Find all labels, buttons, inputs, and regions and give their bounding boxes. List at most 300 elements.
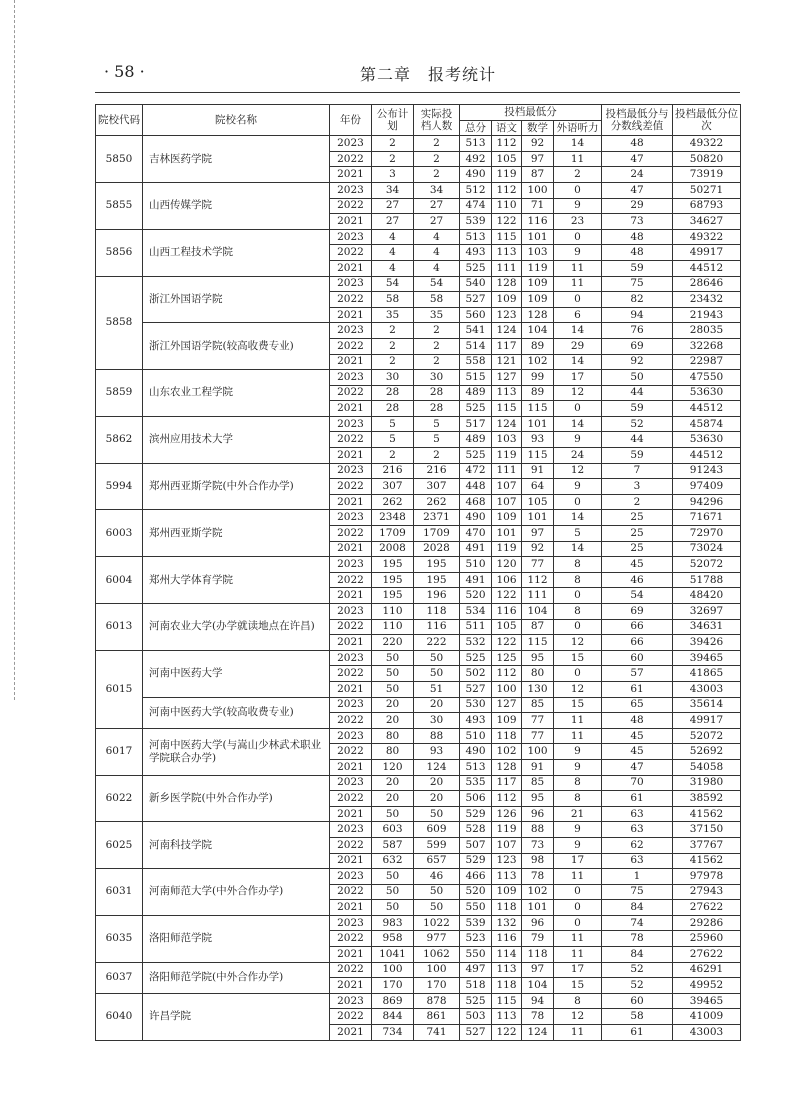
cell-enrolled: 977 xyxy=(414,931,460,947)
cell-chinese: 112 xyxy=(492,182,522,198)
cell-year: 2022 xyxy=(330,713,372,729)
cell-math: 64 xyxy=(522,479,554,495)
cell-rank: 73024 xyxy=(673,541,741,557)
cell-rank: 50271 xyxy=(673,182,741,198)
cell-year: 2022 xyxy=(330,479,372,495)
school-name: 河南师范大学(中外合作办学) xyxy=(143,869,330,916)
cell-diff: 48 xyxy=(602,229,673,245)
table-row xyxy=(96,229,741,245)
cell-year: 2021 xyxy=(330,588,372,604)
cell-math: 80 xyxy=(522,666,554,682)
cell-math: 73 xyxy=(522,837,554,853)
cell-math: 92 xyxy=(522,541,554,557)
cell-total: 525 xyxy=(460,260,492,276)
cell-total: 489 xyxy=(460,432,492,448)
cell-rank: 47550 xyxy=(673,370,741,386)
cell-enrolled: 35 xyxy=(414,307,460,323)
cell-year: 2022 xyxy=(330,292,372,308)
school-name: 许昌学院 xyxy=(143,993,330,1040)
col-chinese-header: 语文 xyxy=(492,120,522,136)
cell-plan: 4 xyxy=(372,229,414,245)
cell-year: 2021 xyxy=(330,635,372,651)
cell-math: 102 xyxy=(522,884,554,900)
cell-enrolled: 2 xyxy=(414,167,460,183)
cell-english: 21 xyxy=(554,806,602,822)
cell-chinese: 117 xyxy=(492,775,522,791)
cell-rank: 34631 xyxy=(673,619,741,635)
cell-chinese: 112 xyxy=(492,136,522,152)
cell-english: 8 xyxy=(554,557,602,573)
table-row xyxy=(96,728,741,744)
cell-total: 466 xyxy=(460,869,492,885)
cell-enrolled: 88 xyxy=(414,728,460,744)
cell-total: 525 xyxy=(460,993,492,1009)
school-code: 6015 xyxy=(96,650,143,728)
cell-chinese: 123 xyxy=(492,307,522,323)
cell-year: 2023 xyxy=(330,822,372,838)
cell-plan: 50 xyxy=(372,650,414,666)
cell-english: 0 xyxy=(554,401,602,417)
cell-enrolled: 2 xyxy=(414,448,460,464)
cell-year: 2022 xyxy=(330,338,372,354)
school-name: 河南农业大学(办学就读地点在许昌) xyxy=(143,604,330,651)
cell-plan: 50 xyxy=(372,884,414,900)
cell-enrolled: 50 xyxy=(414,884,460,900)
cell-diff: 66 xyxy=(602,619,673,635)
page-header xyxy=(0,60,800,84)
cell-year: 2021 xyxy=(330,214,372,230)
cell-plan: 2348 xyxy=(372,510,414,526)
cell-diff: 3 xyxy=(602,479,673,495)
cell-diff: 24 xyxy=(602,167,673,183)
cell-math: 85 xyxy=(522,697,554,713)
cell-chinese: 105 xyxy=(492,619,522,635)
cell-year: 2021 xyxy=(330,853,372,869)
cell-math: 111 xyxy=(522,588,554,604)
cell-diff: 63 xyxy=(602,806,673,822)
cell-total: 510 xyxy=(460,728,492,744)
cell-enrolled: 5 xyxy=(414,416,460,432)
cell-english: 8 xyxy=(554,791,602,807)
cell-total: 506 xyxy=(460,791,492,807)
cell-chinese: 109 xyxy=(492,884,522,900)
cell-math: 97 xyxy=(522,151,554,167)
cell-diff: 92 xyxy=(602,354,673,370)
cell-rank: 39465 xyxy=(673,993,741,1009)
cell-year: 2021 xyxy=(330,354,372,370)
cell-english: 15 xyxy=(554,697,602,713)
cell-rank: 28035 xyxy=(673,323,741,339)
cell-plan: 2 xyxy=(372,338,414,354)
cell-plan: 734 xyxy=(372,1025,414,1041)
cell-math: 94 xyxy=(522,993,554,1009)
cell-chinese: 111 xyxy=(492,463,522,479)
table-row xyxy=(96,276,741,292)
cell-math: 124 xyxy=(522,1025,554,1041)
cell-math: 88 xyxy=(522,822,554,838)
cell-year: 2023 xyxy=(330,915,372,931)
cell-diff: 74 xyxy=(602,915,673,931)
cell-total: 502 xyxy=(460,666,492,682)
cell-english: 24 xyxy=(554,448,602,464)
cell-english: 11 xyxy=(554,947,602,963)
cell-english: 0 xyxy=(554,292,602,308)
cell-rank: 52692 xyxy=(673,744,741,760)
table-row xyxy=(96,416,741,432)
cell-plan: 2 xyxy=(372,136,414,152)
cell-math: 128 xyxy=(522,307,554,323)
cell-diff: 61 xyxy=(602,681,673,697)
cell-chinese: 102 xyxy=(492,744,522,760)
cell-chinese: 119 xyxy=(492,541,522,557)
cell-chinese: 122 xyxy=(492,214,522,230)
cell-math: 101 xyxy=(522,416,554,432)
cell-diff: 47 xyxy=(602,151,673,167)
cell-math: 104 xyxy=(522,323,554,339)
cell-plan: 220 xyxy=(372,635,414,651)
cell-rank: 22987 xyxy=(673,354,741,370)
cell-total: 492 xyxy=(460,151,492,167)
cell-total: 560 xyxy=(460,307,492,323)
cell-year: 2022 xyxy=(330,931,372,947)
cell-plan: 2 xyxy=(372,354,414,370)
cell-math: 101 xyxy=(522,229,554,245)
school-code: 6025 xyxy=(96,822,143,869)
school-code: 6031 xyxy=(96,869,143,916)
cell-english: 9 xyxy=(554,822,602,838)
cell-enrolled: 2 xyxy=(414,323,460,339)
cell-enrolled: 100 xyxy=(414,962,460,978)
cell-diff: 52 xyxy=(602,978,673,994)
col-diff-header: 投档最低分与分数线差值 xyxy=(602,105,673,136)
cell-rank: 43003 xyxy=(673,681,741,697)
cell-year: 2023 xyxy=(330,510,372,526)
cell-year: 2022 xyxy=(330,1009,372,1025)
cell-chinese: 115 xyxy=(492,401,522,417)
cell-rank: 31980 xyxy=(673,775,741,791)
cell-enrolled: 599 xyxy=(414,837,460,853)
cell-english: 8 xyxy=(554,604,602,620)
cell-chinese: 114 xyxy=(492,947,522,963)
cell-rank: 32697 xyxy=(673,604,741,620)
cell-english: 11 xyxy=(554,260,602,276)
cell-chinese: 125 xyxy=(492,650,522,666)
cell-english: 12 xyxy=(554,385,602,401)
cell-chinese: 110 xyxy=(492,198,522,214)
cell-math: 115 xyxy=(522,448,554,464)
col-name-header: 院校名称 xyxy=(143,105,330,136)
cell-math: 130 xyxy=(522,681,554,697)
cell-rank: 49322 xyxy=(673,229,741,245)
cell-english: 9 xyxy=(554,759,602,775)
cell-chinese: 112 xyxy=(492,791,522,807)
cell-plan: 27 xyxy=(372,214,414,230)
cell-chinese: 119 xyxy=(492,822,522,838)
header-rule xyxy=(95,92,740,93)
page-number: · 58 · xyxy=(104,62,145,81)
cell-enrolled: 93 xyxy=(414,744,460,760)
table-row xyxy=(96,323,741,339)
school-name: 浙江外国语学院 xyxy=(143,276,330,323)
cell-total: 490 xyxy=(460,744,492,760)
col-rank-header: 投档最低分位次 xyxy=(673,105,741,136)
cell-diff: 57 xyxy=(602,666,673,682)
cell-english: 8 xyxy=(554,775,602,791)
cell-math: 109 xyxy=(522,292,554,308)
cell-english: 12 xyxy=(554,1009,602,1025)
cell-total: 541 xyxy=(460,323,492,339)
school-name: 新乡医学院(中外合作办学) xyxy=(143,775,330,822)
cell-math: 100 xyxy=(522,744,554,760)
cell-math: 93 xyxy=(522,432,554,448)
cell-chinese: 127 xyxy=(492,370,522,386)
school-code: 6003 xyxy=(96,510,143,557)
cell-diff: 62 xyxy=(602,837,673,853)
cell-english: 17 xyxy=(554,962,602,978)
cell-year: 2022 xyxy=(330,385,372,401)
cell-diff: 25 xyxy=(602,541,673,557)
cell-math: 105 xyxy=(522,494,554,510)
cell-enrolled: 2371 xyxy=(414,510,460,526)
cell-english: 14 xyxy=(554,541,602,557)
col-enrolled-header: 实际投档人数 xyxy=(414,105,460,136)
cell-plan: 2 xyxy=(372,151,414,167)
cell-enrolled: 50 xyxy=(414,900,460,916)
cell-rank: 97978 xyxy=(673,869,741,885)
cell-total: 468 xyxy=(460,494,492,510)
cell-plan: 958 xyxy=(372,931,414,947)
cell-diff: 60 xyxy=(602,650,673,666)
cell-english: 14 xyxy=(554,323,602,339)
cell-rank: 54058 xyxy=(673,759,741,775)
cell-enrolled: 34 xyxy=(414,182,460,198)
cell-chinese: 116 xyxy=(492,931,522,947)
cell-english: 14 xyxy=(554,416,602,432)
cell-chinese: 107 xyxy=(492,479,522,495)
cell-math: 87 xyxy=(522,167,554,183)
cell-rank: 53630 xyxy=(673,385,741,401)
table-row xyxy=(96,869,741,885)
cell-math: 109 xyxy=(522,276,554,292)
cell-year: 2021 xyxy=(330,541,372,557)
cell-plan: 50 xyxy=(372,869,414,885)
cell-year: 2023 xyxy=(330,650,372,666)
cell-plan: 170 xyxy=(372,978,414,994)
cell-enrolled: 27 xyxy=(414,214,460,230)
table-row xyxy=(96,697,741,713)
cell-enrolled: 28 xyxy=(414,385,460,401)
cell-chinese: 112 xyxy=(492,666,522,682)
cell-diff: 29 xyxy=(602,198,673,214)
admission-table xyxy=(95,104,741,1041)
cell-chinese: 118 xyxy=(492,900,522,916)
cell-diff: 70 xyxy=(602,775,673,791)
cell-total: 539 xyxy=(460,214,492,230)
cell-total: 520 xyxy=(460,884,492,900)
cell-enrolled: 262 xyxy=(414,494,460,510)
cell-diff: 84 xyxy=(602,947,673,963)
cell-english: 9 xyxy=(554,479,602,495)
cell-total: 517 xyxy=(460,416,492,432)
cell-math: 77 xyxy=(522,557,554,573)
cell-diff: 59 xyxy=(602,401,673,417)
cell-english: 29 xyxy=(554,338,602,354)
col-plan-header: 公布计划 xyxy=(372,105,414,136)
cell-total: 540 xyxy=(460,276,492,292)
cell-total: 535 xyxy=(460,775,492,791)
binding-margin-line xyxy=(14,0,15,700)
cell-math: 89 xyxy=(522,385,554,401)
cell-total: 448 xyxy=(460,479,492,495)
cell-chinese: 115 xyxy=(492,229,522,245)
cell-year: 2023 xyxy=(330,604,372,620)
cell-chinese: 119 xyxy=(492,448,522,464)
cell-plan: 587 xyxy=(372,837,414,853)
table-row xyxy=(96,510,741,526)
cell-year: 2022 xyxy=(330,245,372,261)
cell-diff: 45 xyxy=(602,728,673,744)
cell-english: 8 xyxy=(554,993,602,1009)
cell-chinese: 113 xyxy=(492,869,522,885)
cell-chinese: 122 xyxy=(492,588,522,604)
cell-total: 525 xyxy=(460,448,492,464)
cell-english: 9 xyxy=(554,744,602,760)
cell-english: 11 xyxy=(554,931,602,947)
cell-math: 96 xyxy=(522,806,554,822)
cell-diff: 7 xyxy=(602,463,673,479)
cell-chinese: 105 xyxy=(492,151,522,167)
cell-english: 11 xyxy=(554,728,602,744)
cell-total: 489 xyxy=(460,385,492,401)
cell-year: 2021 xyxy=(330,947,372,963)
school-code: 6004 xyxy=(96,557,143,604)
cell-diff: 2 xyxy=(602,494,673,510)
table-body xyxy=(96,136,741,1040)
cell-rank: 49322 xyxy=(673,136,741,152)
cell-diff: 78 xyxy=(602,931,673,947)
cell-english: 0 xyxy=(554,666,602,682)
cell-total: 558 xyxy=(460,354,492,370)
cell-math: 103 xyxy=(522,245,554,261)
cell-total: 527 xyxy=(460,1025,492,1041)
col-english-header: 外语听力 xyxy=(554,120,602,136)
cell-plan: 3 xyxy=(372,167,414,183)
cell-diff: 59 xyxy=(602,260,673,276)
cell-total: 493 xyxy=(460,245,492,261)
cell-total: 470 xyxy=(460,526,492,542)
cell-chinese: 124 xyxy=(492,323,522,339)
cell-rank: 23432 xyxy=(673,292,741,308)
cell-total: 534 xyxy=(460,604,492,620)
cell-plan: 80 xyxy=(372,728,414,744)
cell-chinese: 120 xyxy=(492,557,522,573)
cell-diff: 60 xyxy=(602,993,673,1009)
cell-math: 92 xyxy=(522,136,554,152)
cell-diff: 47 xyxy=(602,759,673,775)
cell-total: 527 xyxy=(460,681,492,697)
table-row xyxy=(96,915,741,931)
cell-english: 12 xyxy=(554,635,602,651)
cell-chinese: 121 xyxy=(492,354,522,370)
cell-english: 17 xyxy=(554,853,602,869)
cell-diff: 73 xyxy=(602,214,673,230)
cell-plan: 120 xyxy=(372,759,414,775)
cell-chinese: 128 xyxy=(492,759,522,775)
cell-math: 104 xyxy=(522,604,554,620)
cell-enrolled: 46 xyxy=(414,869,460,885)
cell-math: 78 xyxy=(522,869,554,885)
cell-plan: 195 xyxy=(372,588,414,604)
cell-total: 513 xyxy=(460,229,492,245)
cell-math: 116 xyxy=(522,214,554,230)
cell-english: 0 xyxy=(554,229,602,245)
cell-math: 101 xyxy=(522,510,554,526)
cell-enrolled: 609 xyxy=(414,822,460,838)
cell-english: 5 xyxy=(554,526,602,542)
cell-math: 100 xyxy=(522,182,554,198)
cell-english: 14 xyxy=(554,354,602,370)
cell-plan: 4 xyxy=(372,245,414,261)
cell-plan: 110 xyxy=(372,619,414,635)
cell-rank: 44512 xyxy=(673,401,741,417)
cell-enrolled: 222 xyxy=(414,635,460,651)
cell-total: 491 xyxy=(460,541,492,557)
cell-total: 550 xyxy=(460,947,492,963)
cell-year: 2021 xyxy=(330,494,372,510)
cell-plan: 50 xyxy=(372,681,414,697)
cell-year: 2023 xyxy=(330,993,372,1009)
cell-enrolled: 20 xyxy=(414,697,460,713)
cell-diff: 63 xyxy=(602,822,673,838)
cell-math: 97 xyxy=(522,962,554,978)
cell-enrolled: 30 xyxy=(414,370,460,386)
cell-rank: 49917 xyxy=(673,245,741,261)
cell-enrolled: 50 xyxy=(414,666,460,682)
cell-rank: 27622 xyxy=(673,947,741,963)
cell-rank: 37150 xyxy=(673,822,741,838)
cell-plan: 20 xyxy=(372,775,414,791)
cell-english: 0 xyxy=(554,900,602,916)
cell-plan: 20 xyxy=(372,791,414,807)
cell-rank: 49952 xyxy=(673,978,741,994)
cell-plan: 50 xyxy=(372,900,414,916)
cell-plan: 28 xyxy=(372,385,414,401)
school-name: 吉林医药学院 xyxy=(143,136,330,183)
cell-rank: 53630 xyxy=(673,432,741,448)
col-total-header: 总分 xyxy=(460,120,492,136)
cell-plan: 35 xyxy=(372,307,414,323)
school-code: 5859 xyxy=(96,370,143,417)
cell-year: 2022 xyxy=(330,962,372,978)
cell-chinese: 101 xyxy=(492,526,522,542)
cell-english: 6 xyxy=(554,307,602,323)
school-name: 山西传媒学院 xyxy=(143,182,330,229)
school-code: 5856 xyxy=(96,229,143,276)
cell-chinese: 127 xyxy=(492,697,522,713)
cell-diff: 76 xyxy=(602,323,673,339)
table-header xyxy=(96,105,741,136)
cell-total: 497 xyxy=(460,962,492,978)
cell-diff: 50 xyxy=(602,370,673,386)
cell-total: 529 xyxy=(460,806,492,822)
table-row xyxy=(96,463,741,479)
cell-math: 78 xyxy=(522,1009,554,1025)
cell-year: 2021 xyxy=(330,806,372,822)
cell-enrolled: 4 xyxy=(414,245,460,261)
cell-english: 0 xyxy=(554,915,602,931)
cell-enrolled: 2 xyxy=(414,354,460,370)
cell-chinese: 119 xyxy=(492,167,522,183)
